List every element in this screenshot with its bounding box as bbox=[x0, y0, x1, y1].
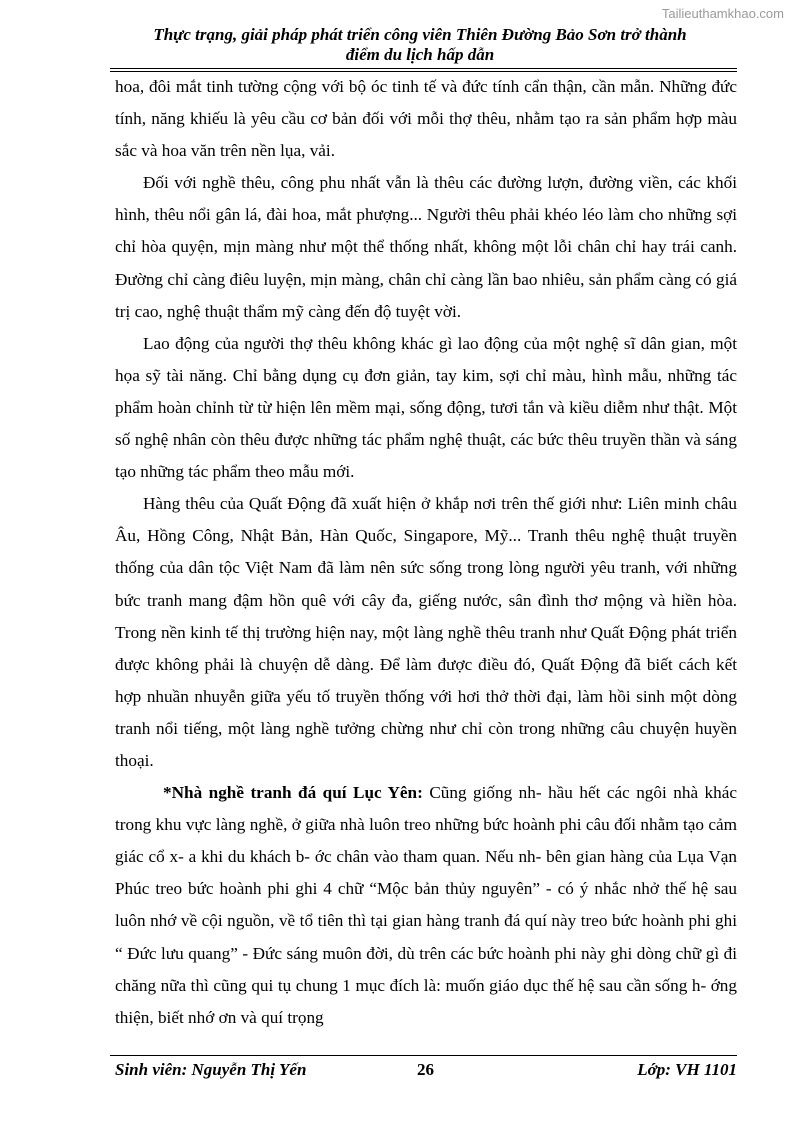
footer-divider bbox=[110, 1055, 737, 1056]
header-title-line-1: Thực trạng, giải pháp phát triển công viên Thiên Đường Bảo Sơn trở thành bbox=[153, 25, 687, 44]
paragraph-1: hoa, đôi mắt tinh tường cộng với bộ óc tinh tế và đức tính cẩn thận, cần mẫn. Những đức tính, năng khiếu là yêu cầu cơ bản đối với mỗi thợ thêu, nhằm tạo ra sản phẩm hợp màu sắc và hoa văn trên nền lụa, vải. bbox=[115, 77, 737, 161]
paragraph-2: Đối với nghề thêu, công phu nhất vẫn là thêu các đường lượn, đường viền, các khối hình, thêu nổi gân lá, đài hoa, mắt phượng... Người thêu phải khéo léo làm cho những sợi chỉ hòa quyện, mịn màng như một thể thống nhất, không một lỗi chân chỉ hay trái canh. Đường chỉ càng điêu luyện, mịn màng, chân chỉ càng lần bao nhiêu, sản phẩm càng có giá trị cao, nghệ thuật thẩm mỹ càng đến độ tuyệt vời. bbox=[115, 173, 737, 321]
footer-student: Sinh viên: Nguyễn Thị Yến bbox=[115, 1060, 307, 1079]
document-body bbox=[115, 71, 737, 1034]
header-title-line-2: điểm du lịch hấp dẫn bbox=[345, 45, 495, 64]
page-header bbox=[110, 25, 730, 65]
paragraph-5 bbox=[115, 777, 737, 1034]
paragraph-5-lead: *Nhà nghề tranh đá quí Lục Yên: bbox=[163, 783, 423, 803]
paragraph-4: Hàng thêu của Quất Động đã xuất hiện ở khắp nơi trên thế giới như: Liên minh châu Âu, Hồng Công, Nhật Bản, Hàn Quốc, Singapore, Mỹ... Tranh thêu nghệ thuật truyền thống của dân tộc Việt Nam đã làm nên sức sống trong lòng người yêu tranh, với những bức tranh mang đậm hồn quê với cây đa, giếng nước, sân đình thơ mộng và hiền hòa. Trong nền kinh tế thị trường hiện nay, một làng nghề thêu tranh như Quất Động phát triển được không phải là chuyện dễ dàng. Để làm được điều đó, Quất Động đã biết cách kết hợp nhuần nhuyễn giữa yếu tố truyền thống với hơi thở thời đại, làm hồi sinh một dòng tranh nổi tiếng, một làng nghề tưởng chừng như chỉ còn trong những câu chuyện huyền thoại. bbox=[115, 494, 737, 770]
paragraph-3: Lao động của người thợ thêu không khác gì lao động của một nghệ sĩ dân gian, một họa sỹ tài năng. Chỉ bằng dụng cụ đơn giản, tay kim, sợi chỉ màu, hình mẫu, những tác phẩm hoàn chỉnh từ từ hiện lên mềm mại, sống động, tươi tắn và kiều diễm như thật. Một số nghệ nhân còn thêu được những tác phẩm nghệ thuật, các bức thêu truyền thần và sáng tạo những tác phẩm theo mẫu mới. bbox=[115, 333, 737, 482]
footer-class: Lớp: VH 1101 bbox=[637, 1060, 737, 1079]
paragraph-5-text: Cũng giống nh- hầu hết các ngôi nhà khác trong khu vực làng nghề, ở giữa nhà luôn treo những bức hoành phi câu đối nhằm tạo cảm giác cổ x- a khi du khách b- ớc chân vào tham quan. Nếu nh- bên gian hàng của Lụa Vạn Phúc treo bức hoành phi ghi 4 chữ “Mộc bản thủy nguyên” - có ý nhắc nhở thế hệ sau luôn nhớ về cội nguồn, về tổ tiên thì tại gian hàng tranh đá quí này treo bức hoành phi ghi “ Đức lưu quang” - Đức sáng muôn đời, dù trên các bức hoành phi này ghi dòng chữ gì đi chăng nữa thì cũng qui tụ chung 1 mục đích là: muốn giáo dục thế hệ sau cần sống h- ớng thiện, biết nhớ ơn và quí trọng bbox=[115, 783, 737, 1027]
page-number: 26 bbox=[417, 1060, 434, 1079]
watermark-text: Tailieuthamkhao.com bbox=[661, 6, 784, 21]
